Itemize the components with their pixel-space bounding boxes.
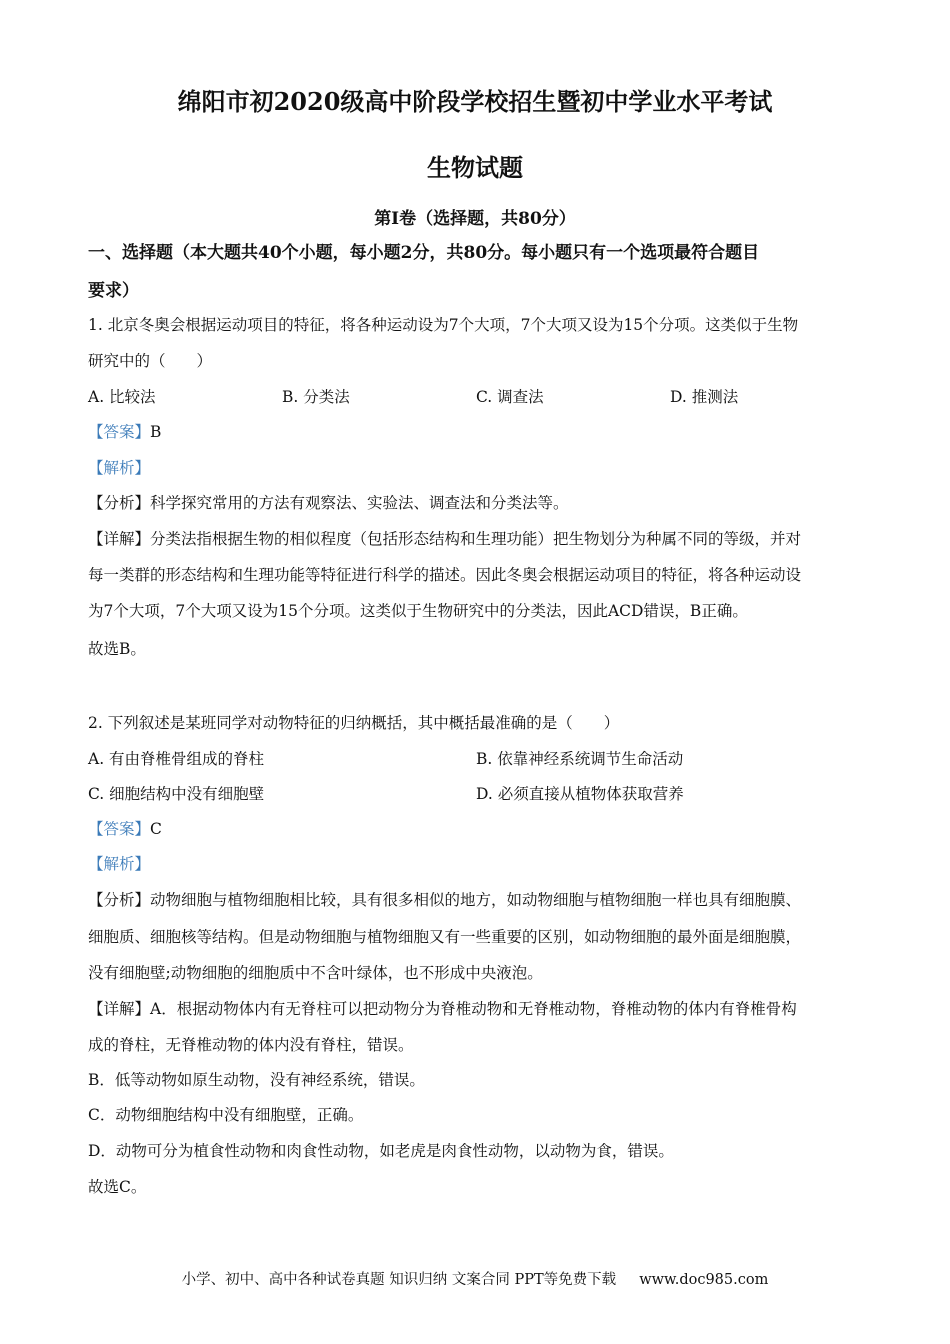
detail-label: 【详解】 <box>88 530 151 548</box>
answer-label: 【答案】 <box>88 423 151 441</box>
q2-option-d: D. 必须直接从植物体获取营养 <box>476 785 684 803</box>
q1-stem-line1: 1. 北京冬奥会根据运动项目的特征，将各种运动设为7个大项，7个大项又设为15个分项。这类似于生物 <box>88 316 799 334</box>
q1-option-c: C. 调查法 <box>476 388 544 406</box>
q2-fenxi-line1 <box>88 889 801 911</box>
q1-detail-text: 分类法指根据生物的相似程度（包括形态结构和生理功能）把生物划分为种属不同的等级，并对 <box>150 530 802 548</box>
q2-option-a: A. 有由脊椎骨组成的脊柱 <box>88 750 265 768</box>
page-footer <box>0 1268 950 1289</box>
q1-option-d: D. 推测法 <box>670 388 739 406</box>
q2-answer <box>88 818 162 840</box>
q2-option-b: B. 依靠神经系统调节生命活动 <box>476 750 684 768</box>
q2-conclusion: 故选C。 <box>88 1178 147 1196</box>
q2-fenxi-line3: 没有细胞壁;动物细胞的细胞质中不含叶绿体，也不形成中央液泡。 <box>88 964 543 982</box>
detail-label: 【详解】 <box>88 1000 151 1018</box>
q2-detail-text: A．根据动物体内有无脊柱可以把动物分为脊椎动物和无脊椎动物，脊椎动物的体内有脊椎骨构 <box>150 1000 797 1018</box>
footer-url[interactable]: www.doc985.com <box>639 1272 769 1288</box>
q2-stem: 2. 下列叙述是某班同学对动物特征的归纳概括，其中概括最准确的是（ ） <box>88 714 620 732</box>
q2-detail-line2: 成的脊柱，无脊椎动物的体内没有脊柱，错误。 <box>88 1036 414 1054</box>
q1-option-b: B. 分类法 <box>282 388 350 406</box>
q1-detail-line2: 每一类群的形态结构和生理功能等特征进行科学的描述。因此冬奥会根据运动项目的特征，将各种运动设 <box>88 566 802 584</box>
analysis-label: 【解析】 <box>88 855 151 873</box>
q1-detail-line3: 为7个大项，7个大项又设为15个分项。这类似于生物研究中的分类法，因此ACD错误，B正确。 <box>88 602 748 620</box>
q2-detail-line1 <box>88 998 797 1020</box>
q1-conclusion: 故选B。 <box>88 640 146 658</box>
exam-subtitle: 生物试题 <box>427 153 523 182</box>
q2-answer-value: C <box>150 820 162 838</box>
q2-detail-d: D．动物可分为植食性动物和肉食性动物，如老虎是肉食性动物，以动物为食，错误。 <box>88 1142 674 1160</box>
q1-option-a: A. 比较法 <box>88 388 156 406</box>
q1-fenxi-text: 科学探究常用的方法有观察法、实验法、调查法和分类法等。 <box>150 494 569 512</box>
q2-fenxi-line2: 细胞质、细胞核等结构。但是动物细胞与植物细胞又有一些重要的区别，如动物细胞的最外面是细胞膜， <box>88 928 802 946</box>
q2-detail-c: C．动物细胞结构中没有细胞壁，正确。 <box>88 1106 364 1124</box>
q1-analysis <box>88 457 150 479</box>
section-heading-line1: 一、选择题（本大题共40个小题，每小题2分，共80分。每小题只有一个选项最符合题目 <box>88 243 760 263</box>
q2-detail-b: B．低等动物如原生动物，没有神经系统，错误。 <box>88 1071 425 1089</box>
q1-answer <box>88 421 161 443</box>
fenxi-label: 【分析】 <box>88 891 151 909</box>
footer-text: 小学、初中、高中各种试卷真题 知识归纳 文案合同 PPT等免费下载 <box>181 1272 617 1288</box>
q1-stem-line2: 研究中的（ ） <box>88 352 213 370</box>
q1-detail-line1 <box>88 528 801 550</box>
section-heading-line2: 要求） <box>88 281 139 301</box>
volume-heading: 第I卷（选择题，共80分） <box>374 209 576 229</box>
analysis-label: 【解析】 <box>88 459 151 477</box>
q1-fenxi <box>88 492 569 514</box>
q1-answer-value: B <box>150 423 162 441</box>
q2-option-c: C. 细胞结构中没有细胞壁 <box>88 785 265 803</box>
exam-title: 绵阳市初2020级高中阶段学校招生暨初中学业水平考试 <box>177 87 773 116</box>
q2-fenxi-text: 动物细胞与植物细胞相比较，具有很多相似的地方，如动物细胞与植物细胞一样也具有细胞膜、 <box>150 891 802 909</box>
fenxi-label: 【分析】 <box>88 494 151 512</box>
answer-label: 【答案】 <box>88 820 151 838</box>
q2-analysis <box>88 853 150 875</box>
